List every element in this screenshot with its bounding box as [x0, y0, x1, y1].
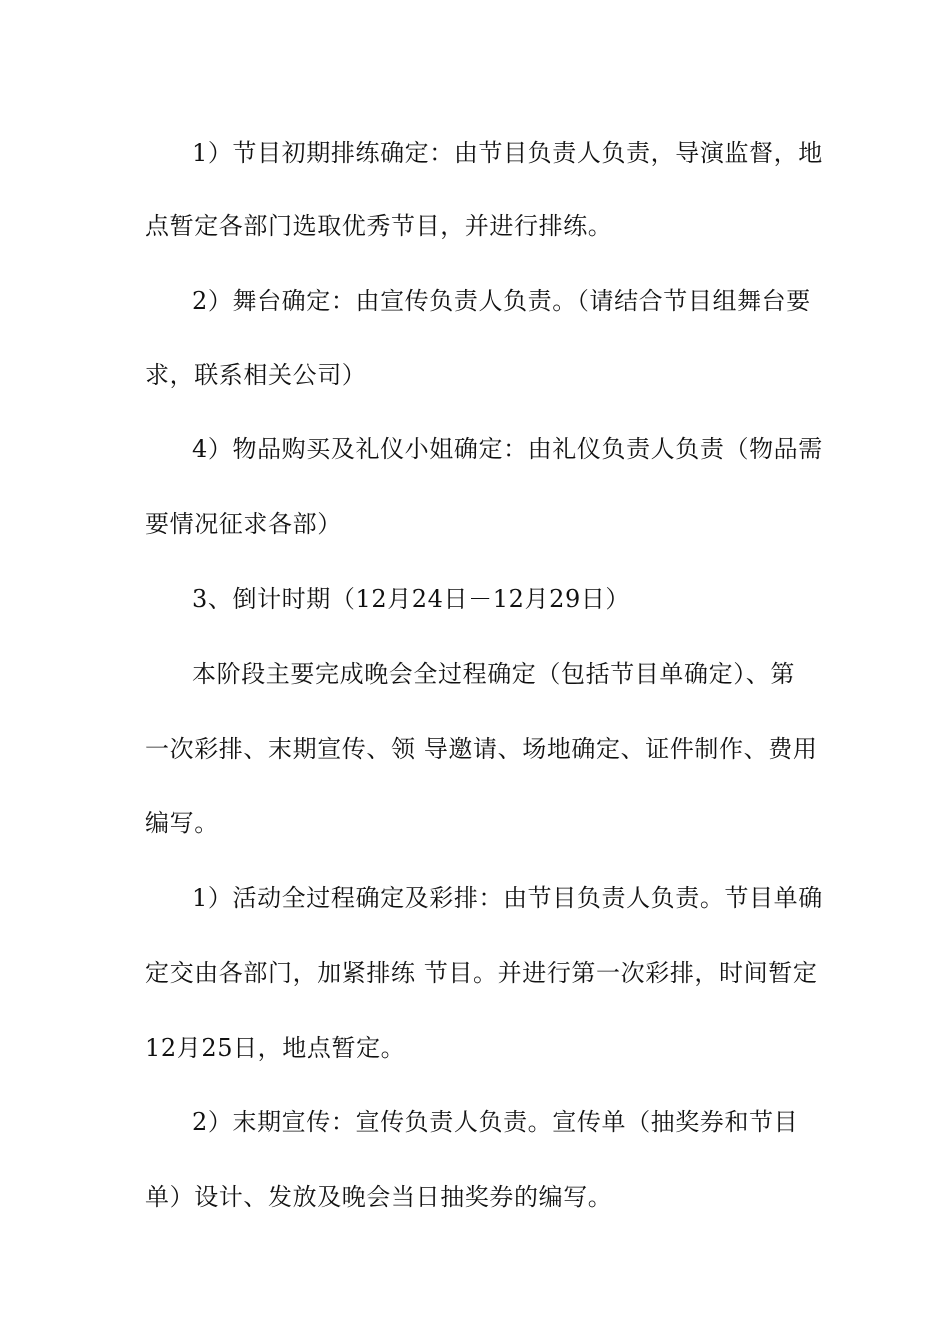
text-line: 3、倒计时期（12月24日－12月29日）	[192, 585, 631, 613]
text-line: 12月25日，地点暂定。	[145, 1034, 406, 1062]
text-line: 编写。	[145, 809, 219, 837]
text-line: 1）节目初期排练确定：由节目负责人负责，导演监督，地	[192, 139, 823, 167]
text-line: 2）末期宣传：宣传负责人负责。宣传单（抽奖券和节目	[192, 1108, 799, 1136]
text-line: 本阶段主要完成晚会全过程确定（包括节目单确定）、第	[192, 660, 795, 688]
text-line: 要情况征求各部）	[145, 510, 342, 538]
text-line: 2）舞台确定：由宣传负责人负责。（请结合节目组舞台要	[192, 287, 811, 315]
text-line: 求，联系相关公司）	[145, 361, 367, 389]
text-line: 1）活动全过程确定及彩排：由节目负责人负责。节目单确	[192, 884, 823, 912]
text-line: 定交由各部门，加紧排练 节目。并进行第一次彩排，时间暂定	[145, 959, 818, 987]
text-line: 一次彩排、末期宣传、领 导邀请、场地确定、证件制作、费用	[145, 735, 818, 763]
text-line: 点暂定各部门选取优秀节目，并进行排练。	[145, 212, 613, 240]
text-line: 单）设计、发放及晚会当日抽奖券的编写。	[145, 1183, 613, 1211]
text-line: 4）物品购买及礼仪小姐确定：由礼仪负责人负责（物品需	[192, 435, 823, 463]
